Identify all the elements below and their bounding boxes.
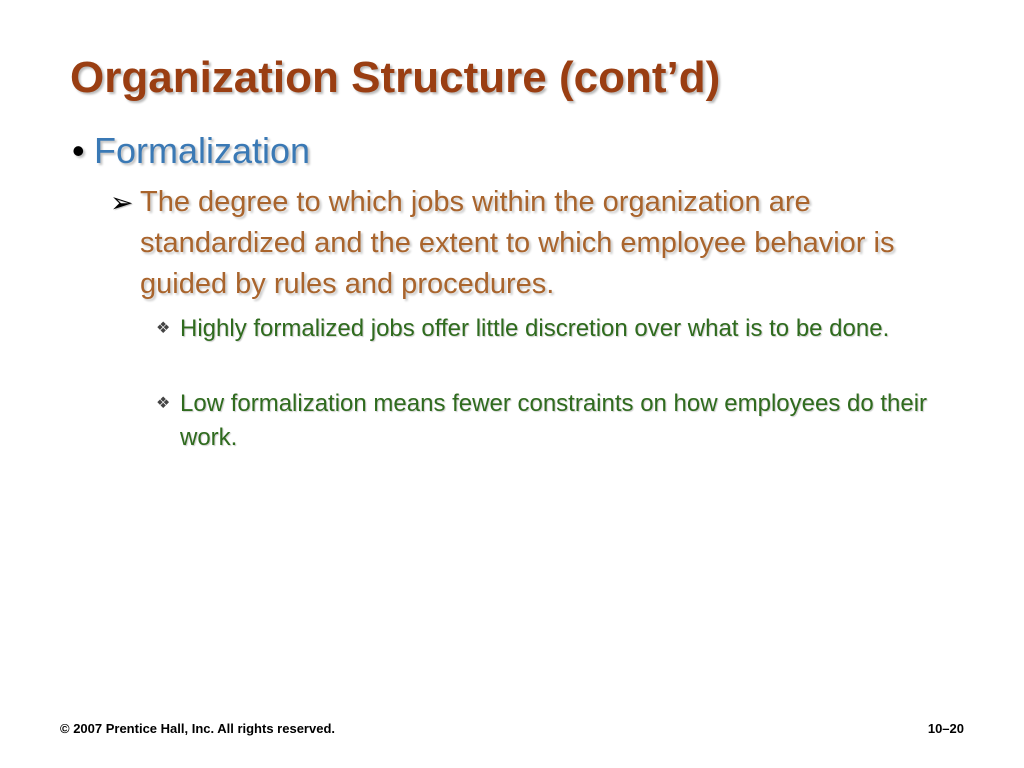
slide-title: Organization Structure (cont’d) [70,53,721,102]
low-formalization-text: Low formalization means fewer constraints on how employees do their work. [180,390,928,451]
definition-text: The degree to which jobs within the organization are standardized and the extent to which employee behavior is guided by rules and procedures. [140,186,895,300]
sub-sub-bullet-low-formalization [156,387,956,455]
diamond-bullet-icon: ❖ [156,395,171,412]
arrowhead-bullet-icon: ➢ [110,187,134,218]
sub-bullet-definition [110,182,950,305]
bullet-formalization-text: Formalization [94,130,311,171]
bullet-formalization [72,128,310,174]
sub-sub-bullet-high-formalization [156,312,956,346]
footer-copyright: © 2007 Prentice Hall, Inc. All rights reserved. [60,721,335,736]
high-formalization-text: Highly formalized jobs offer little discretion over what is to be done. [180,315,890,342]
footer-page-number: 10–20 [927,721,964,736]
diamond-bullet-icon: ❖ [156,320,171,337]
round-bullet-icon: • [72,130,85,171]
